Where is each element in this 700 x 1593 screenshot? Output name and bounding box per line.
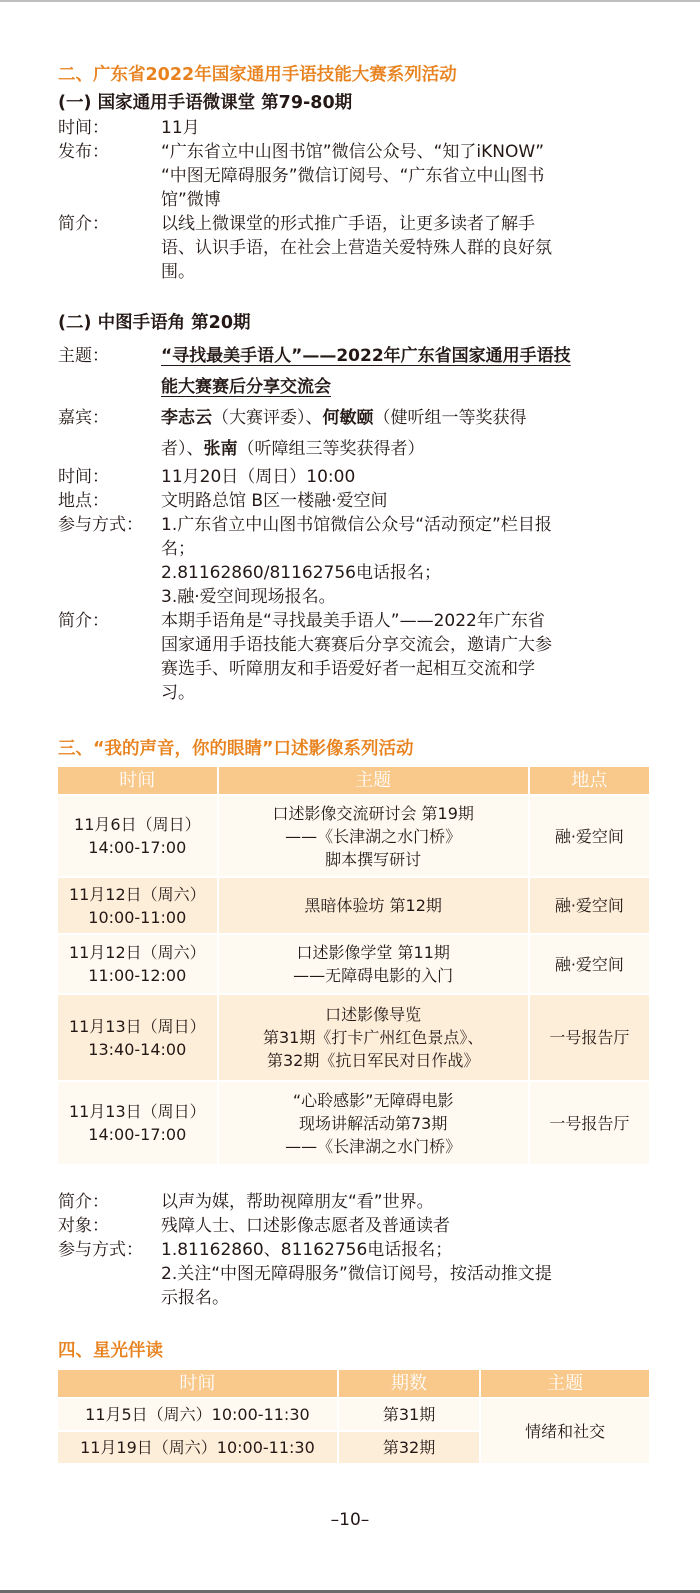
table-header-row	[58, 1370, 649, 1397]
target-value: 残障人士、口述影像志愿者及普通读者	[161, 1216, 450, 1236]
section-3-join-row	[58, 1238, 653, 1310]
row-issue: 第31期	[339, 1399, 479, 1430]
table-header-row	[58, 767, 649, 794]
publish-value: “广东省立中山图书馆”微信公众号、“知了iKNOW” “中图无障碍服务”微信订阅号、“广东省立中山图书 馆”微博	[161, 142, 545, 210]
row-time: 11月19日（周六）10:00-11:30	[58, 1432, 337, 1463]
table-row	[58, 995, 649, 1080]
row-time: 11月6日（周日） 14:00-17:00	[58, 796, 217, 876]
publish-label: 发布：	[58, 142, 109, 162]
intro-value: 以声为媒，帮助视障朋友“看”世界。	[161, 1192, 434, 1212]
theme-label: 主题：	[58, 346, 109, 366]
row-time: 11月13日（周日） 13:40-14:00	[58, 995, 217, 1080]
row-time: 11月5日（周六）10:00-11:30	[58, 1399, 337, 1430]
join-label: 参与方式：	[58, 1240, 143, 1260]
row-place: 融·爱空间	[530, 796, 649, 876]
header-time: 时间	[58, 1370, 337, 1397]
row-topic: 黑暗体验坊 第12期	[219, 878, 528, 933]
join-value: 1.广东省立中山图书馆微信公众号“活动预定”栏目报 名； 2.81162860/81162756电话报名； 3.融·爱空间现场报名。	[161, 515, 552, 607]
section-2a-title: (一) 国家通用手语微课堂 第79-80期	[58, 93, 353, 113]
table-row	[58, 796, 649, 876]
row-theme: 情绪和社交	[481, 1399, 649, 1463]
row-place: 一号报告厅	[530, 1082, 649, 1164]
row-time: 11月12日（周六） 10:00-11:00	[58, 878, 217, 933]
target-label: 对象：	[58, 1216, 109, 1236]
row-time: 11月12日（周六） 11:00-12:00	[58, 935, 217, 993]
time-value: 11月	[161, 118, 200, 138]
intro-label: 简介：	[58, 1192, 109, 1212]
section-2b-theme-row	[58, 341, 653, 403]
table-row	[58, 1082, 649, 1164]
time-label: 时间：	[58, 467, 109, 487]
section-2b-intro-row	[58, 609, 653, 705]
row-topic: 口述影像导览 第31期《打卡广州红色景点》、 第32期《抗日军民对日作战》	[219, 995, 528, 1080]
intro-value: 以线上微课堂的形式推广手语，让更多读者了解手 语、认识手语，在社会上营造关爱特殊人群的良好氛 围。	[161, 214, 552, 282]
table-row	[58, 935, 649, 993]
intro-label: 简介：	[58, 214, 109, 234]
table-row	[58, 878, 649, 933]
section-2b-place-row	[58, 489, 653, 513]
section-3-title: 三、“我的声音，你的眼睛”口述影像系列活动	[58, 739, 414, 759]
section-2b-title: (二) 中图手语角 第20期	[58, 313, 251, 333]
section-4-title: 四、星光伴读	[58, 1341, 163, 1361]
header-time: 时间	[58, 767, 217, 794]
theme-value: “寻找最美手语人”——2022年广东省国家通用手语技 能大赛赛后分享交流会	[161, 346, 571, 397]
row-place: 融·爱空间	[530, 935, 649, 993]
join-label: 参与方式：	[58, 515, 143, 535]
place-value: 文明路总馆 B区一楼融·爱空间	[161, 491, 388, 511]
guest-value: 李志云（大赛评委）、何敏颐（健听组一等奖获得 者）、张南（听障组三等奖获得者）	[161, 408, 527, 459]
section-2b-join-row	[58, 513, 653, 609]
row-place: 一号报告厅	[530, 995, 649, 1080]
page-content	[58, 62, 653, 1465]
page-number: –10–	[330, 1510, 370, 1530]
section-3-target-row	[58, 1214, 653, 1238]
section-2b-guest-row	[58, 403, 653, 465]
section-2-title: 二、广东省2022年国家通用手语技能大赛系列活动	[58, 65, 457, 85]
reading-table	[56, 1368, 651, 1465]
intro-label: 简介：	[58, 611, 109, 631]
row-time: 11月13日（周日） 14:00-17:00	[58, 1082, 217, 1164]
time-value: 11月20日（周日）10:00	[161, 467, 356, 487]
row-topic: 口述影像学堂 第11期 ——无障碍电影的入门	[219, 935, 528, 993]
top-border	[0, 0, 700, 2]
section-2b-time-row	[58, 465, 653, 489]
intro-value: 本期手语角是“寻找最美手语人”——2022年广东省 国家通用手语技能大赛赛后分享交流会，邀请广大参 赛选手、听障朋友和手语爱好者一起相互交流和学 习。	[161, 611, 552, 703]
header-issue: 期数	[339, 1370, 479, 1397]
header-topic: 主题	[219, 767, 528, 794]
section-3-details	[58, 1190, 653, 1310]
table-row	[58, 1399, 649, 1430]
section-2a-publish-row	[58, 140, 653, 212]
header-place: 地点	[530, 767, 649, 794]
place-label: 地点：	[58, 491, 109, 511]
section-2a-intro-row	[58, 212, 653, 284]
audio-description-table	[56, 765, 651, 1166]
row-place: 融·爱空间	[530, 878, 649, 933]
row-issue: 第32期	[339, 1432, 479, 1463]
section-3-intro-row	[58, 1190, 653, 1214]
join-value: 1.81162860、81162756电话报名； 2.关注“中图无障碍服务”微信订阅号，按活动推文提 示报名。	[161, 1240, 552, 1308]
header-theme: 主题	[481, 1370, 649, 1397]
row-topic: “心聆感影”无障碍电影 现场讲解活动第73期 ——《长津湖之水门桥》	[219, 1082, 528, 1164]
section-2a-time-row	[58, 116, 653, 140]
guest-label: 嘉宾：	[58, 408, 109, 428]
row-topic: 口述影像交流研讨会 第19期 ——《长津湖之水门桥》 脚本撰写研讨	[219, 796, 528, 876]
time-label: 时间：	[58, 118, 109, 138]
